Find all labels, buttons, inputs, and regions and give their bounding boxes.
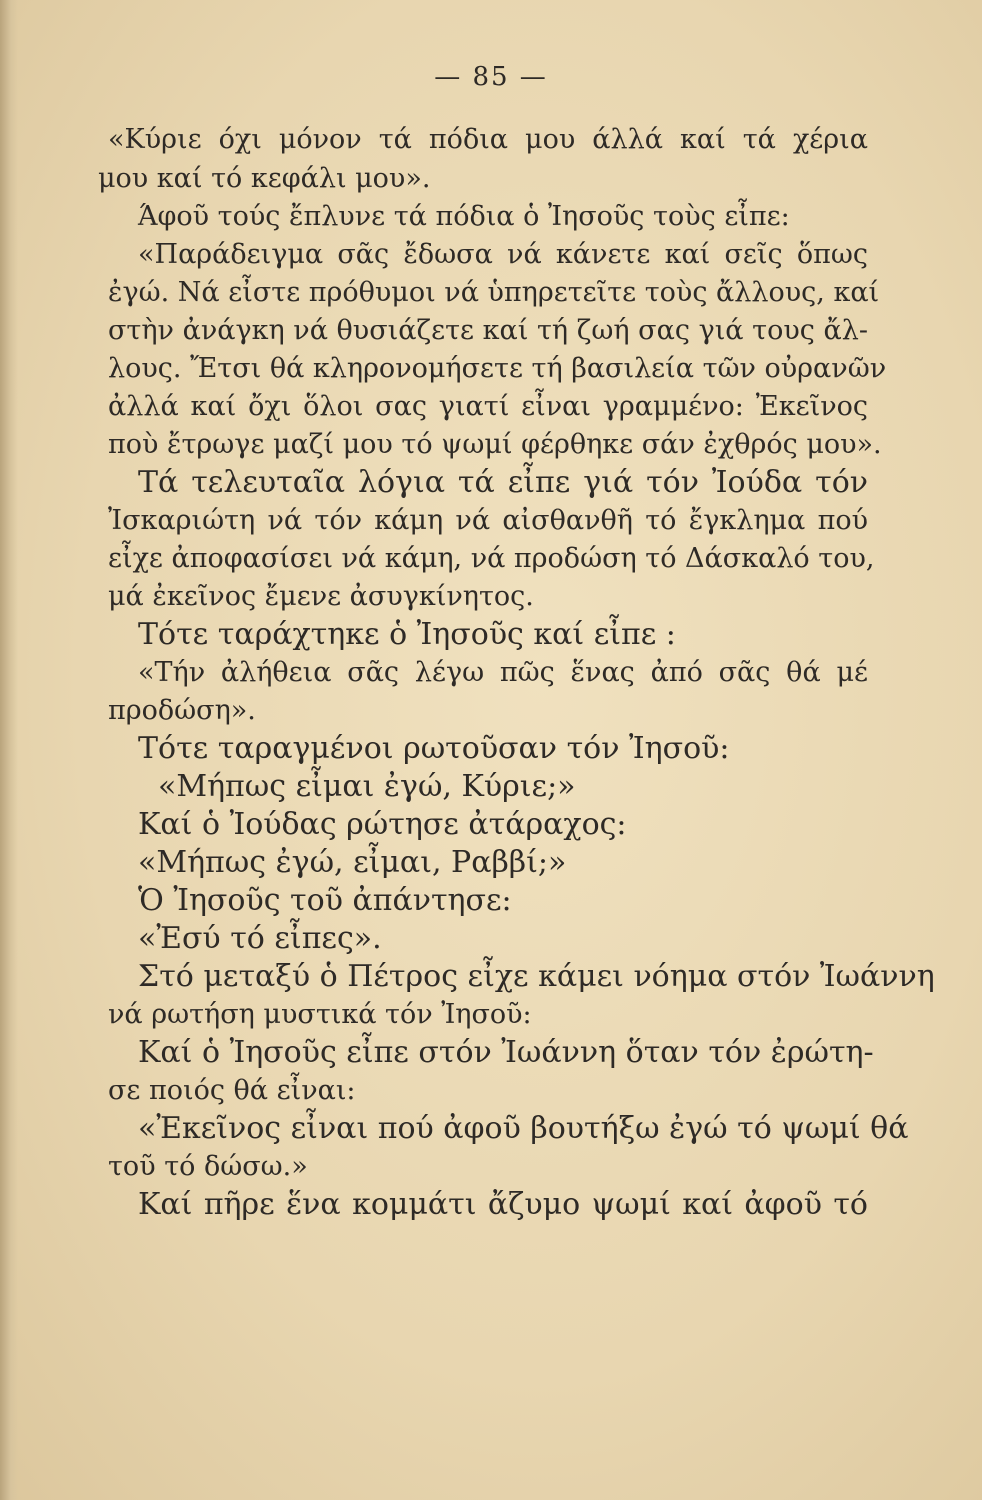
text-line: Τά τελευταῖα λόγια τά εἶπε γιά τόν Ἰούδα τόν xyxy=(138,465,868,500)
page-body-text xyxy=(98,120,935,1224)
text-line: Καί ὁ Ἰούδας ρώτησε ἀτάραχος: xyxy=(138,807,627,842)
text-line: νά ρωτήση μυστικά τόν Ἰησοῦ: xyxy=(108,999,532,1030)
text-line: προδώση». xyxy=(108,695,256,726)
text-line: Καί ὁ Ἰησοῦς εἶπε στόν Ἰωάννη ὅταν τόν ἐρώτη- xyxy=(138,1035,874,1070)
text-line: Τότε ταράχτηκε ὁ Ἰησοῦς καί εἶπε : xyxy=(138,617,676,652)
text-line: «Μήπως ἐγώ, εἶμαι, Ραββί;» xyxy=(138,845,567,880)
text-line: Άφοῦ τούς ἔπλυνε τά πόδια ὁ Ἰησοῦς τοὺς εἶπε: xyxy=(138,201,790,232)
text-line: μά ἐκεῖνος ἔμενε ἀσυγκίνητος. xyxy=(108,581,534,612)
text-line: Ἰσκαριώτη νά τόν κάμη νά αἰσθανθῆ τό ἔγκλημα πού xyxy=(108,505,868,536)
text-line: Ὁ Ἰησοῦς τοῦ ἀπάντησε: xyxy=(138,883,512,918)
text-line: Καί πῆρε ἕνα κομμάτι ἄζυμο ψωμί καί ἀφοῦ τό xyxy=(138,1187,868,1222)
text-line: σε ποιός θά εἶναι: xyxy=(108,1075,356,1106)
text-line: «Κύριε όχι μόνον τά πόδια μου άλλά καί τά χέρια xyxy=(108,124,868,155)
text-line: «Τήν ἀλήθεια σᾶς λέγω πῶς ἕνας ἀπό σᾶς θά μέ xyxy=(138,657,868,688)
text-line: τοῦ τό δώσω.» xyxy=(108,1151,308,1182)
text-line: εἶχε ἀποφασίσει νά κάμη, νά προδώση τό Δάσκαλό του, xyxy=(108,543,875,574)
text-line: «Ἐκεῖνος εἶναι πού ἀφοῦ βουτήξω ἐγώ τό ψωμί θά xyxy=(138,1111,909,1146)
text-line: ἀλλά καί ὄχι ὅλοι σας γιατί εἶναι γραμμένο: Ἐκεῖνος xyxy=(108,391,868,422)
text-line: μου καί τό κεφάλι μου». xyxy=(98,163,431,194)
text-line: Στό μεταξύ ὁ Πέτρος εἶχε κάμει νόημα στόν Ἰωάννη xyxy=(138,959,935,994)
text-line: στὴν ἀνάγκη νά θυσιάζετε καί τή ζωή σας γιά τους ἄλ- xyxy=(108,315,868,346)
page-number: — 85 — xyxy=(434,62,548,92)
text-line: λους. Ἔτσι θά κληρονομήσετε τή βασιλεία τῶν οὐρανῶν xyxy=(108,353,887,384)
text-line: Τότε ταραγμένοι ρωτοῦσαν τόν Ἰησοῦ: xyxy=(138,731,730,766)
text-line: ἐγώ. Νά εἶστε πρόθυμοι νά ὑπηρετεῖτε τοὺς ἄλλους, καί xyxy=(108,277,880,308)
text-line: ποὺ ἔτρωγε μαζί μου τό ψωμί φέρθηκε σάν ἐχθρός μου». xyxy=(108,429,882,460)
page-binding-edge xyxy=(0,0,18,1500)
text-line: «Μήπως εἶμαι ἐγώ, Κύριε;» xyxy=(158,769,576,804)
text-line: «Ἐσύ τό εἶπες». xyxy=(138,921,382,956)
text-line: «Παράδειγμα σᾶς ἔδωσα νά κάνετε καί σεῖς ὅπως xyxy=(138,239,868,270)
